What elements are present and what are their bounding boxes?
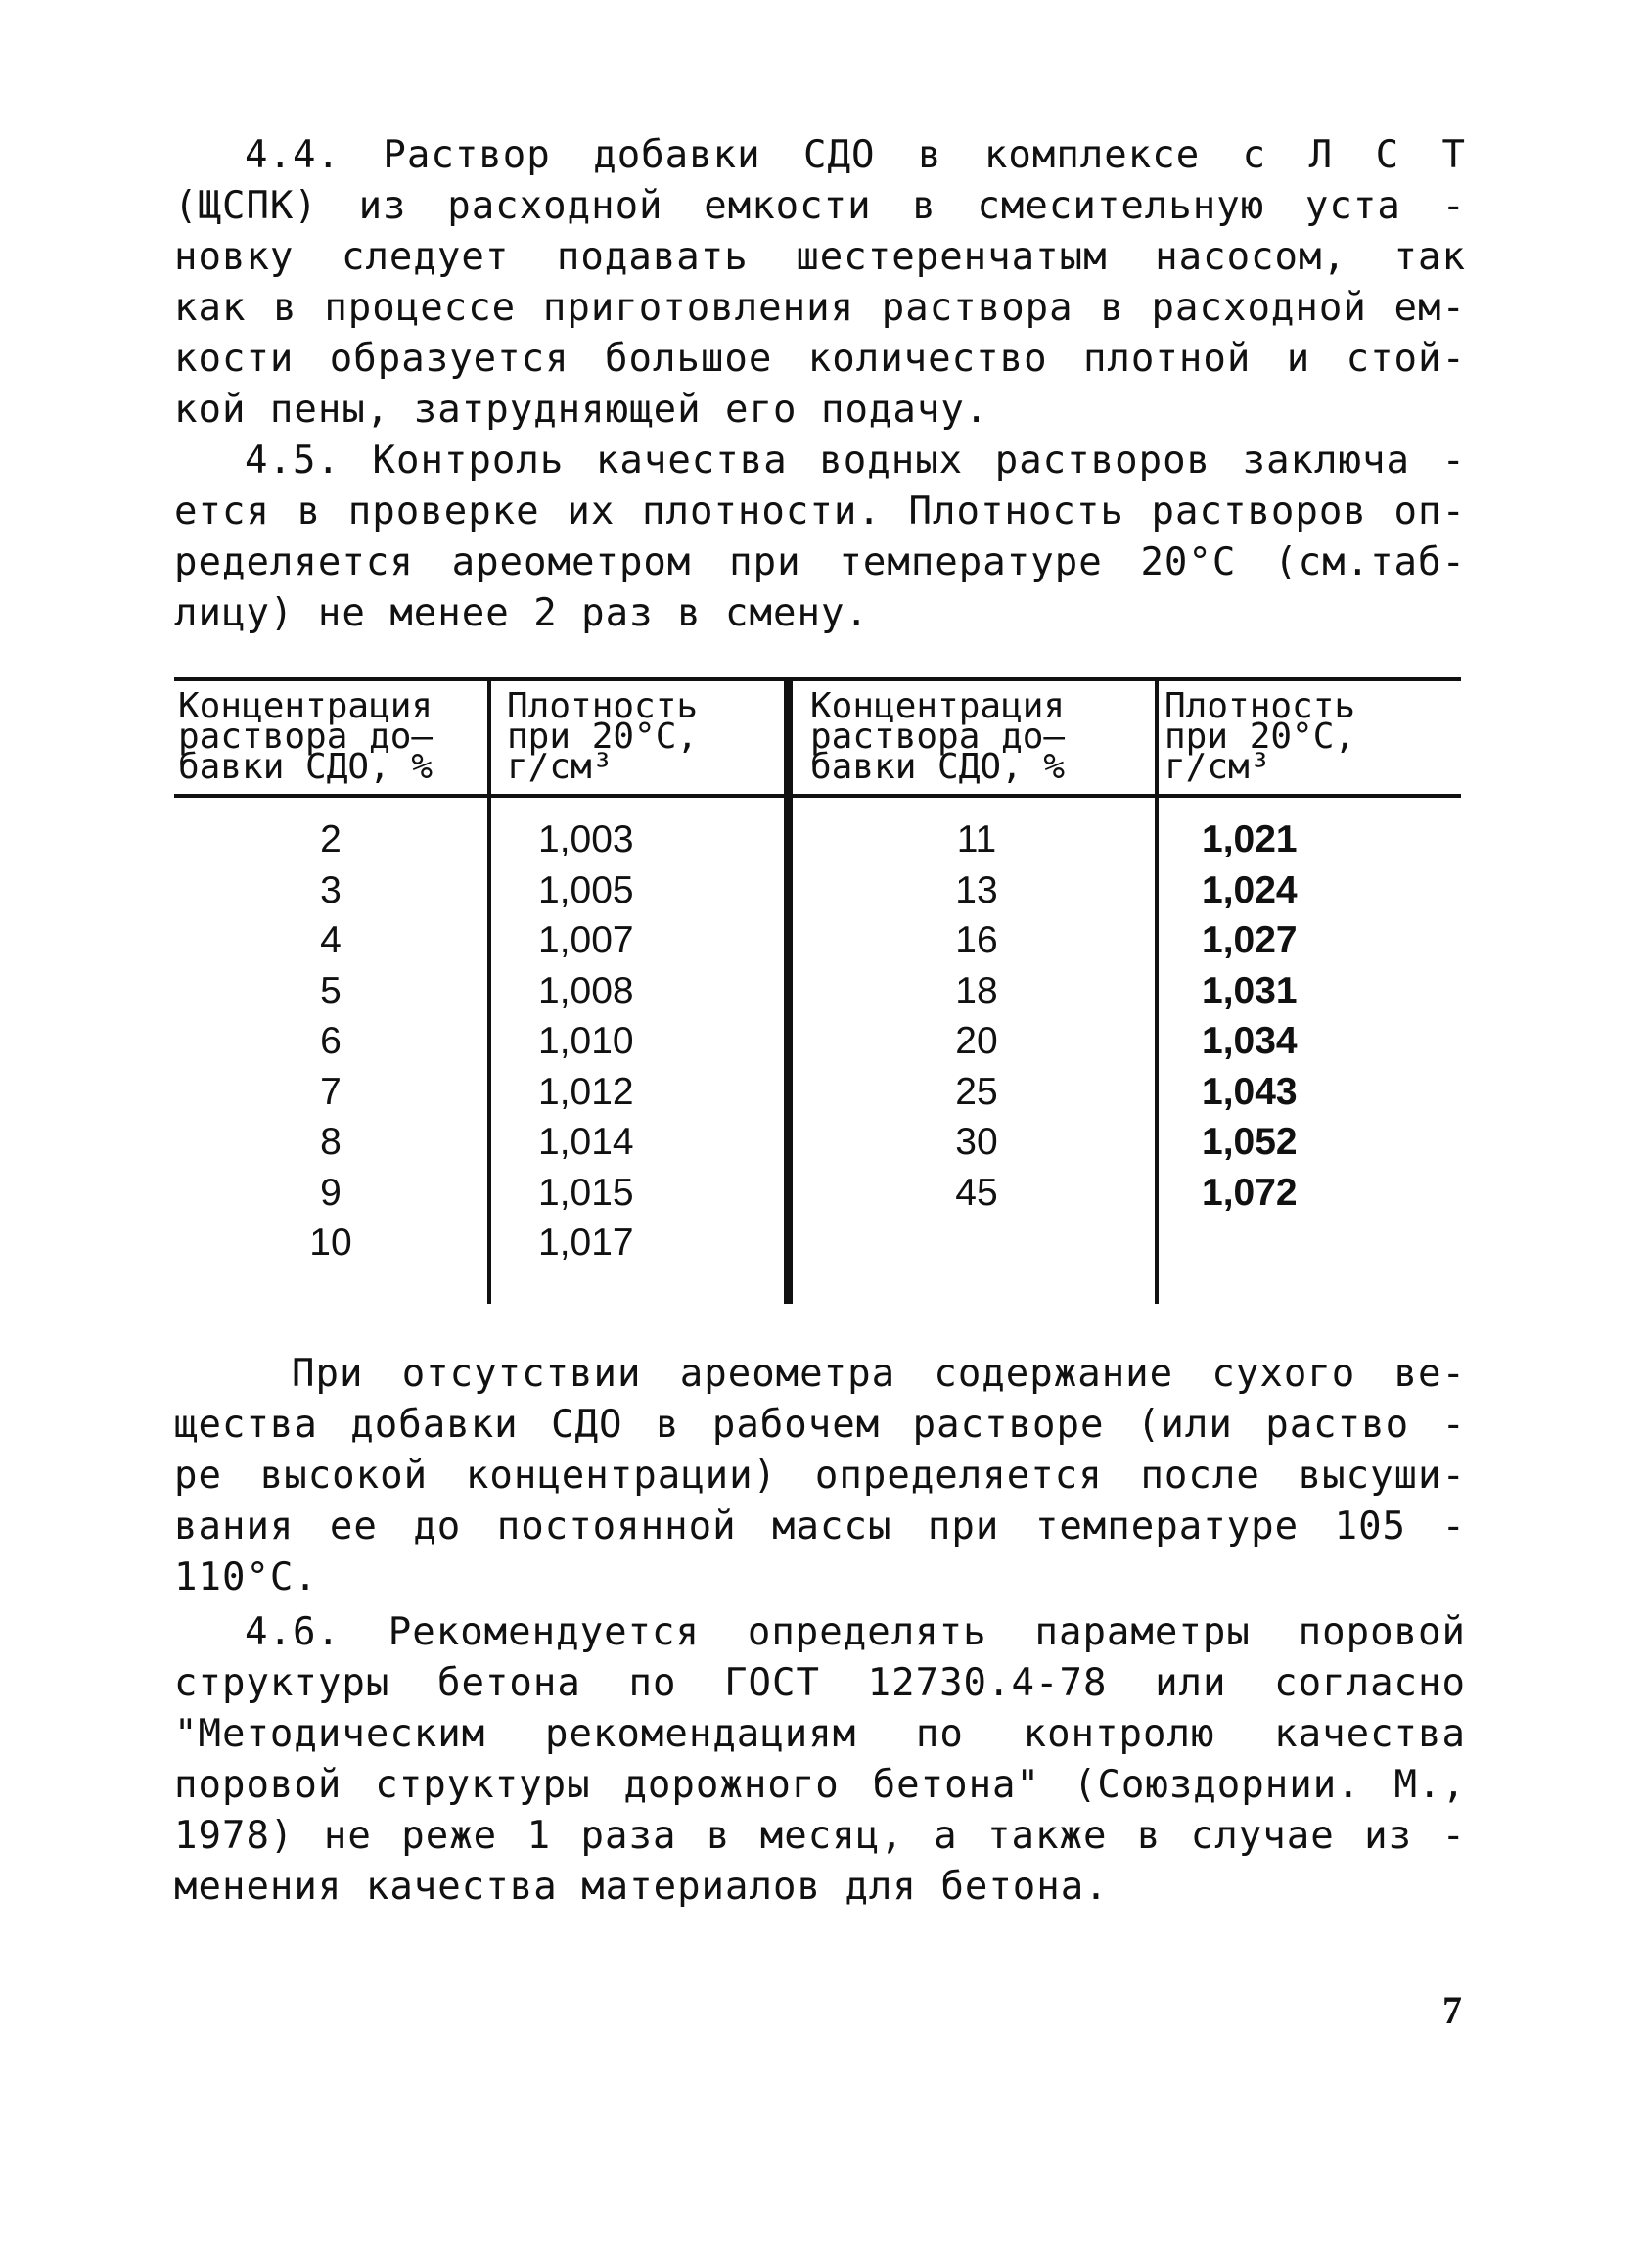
header-line: Плотность [507,686,699,726]
header-concentration-left [178,686,434,787]
page-number: 7 [1442,1988,1462,2032]
table-cell: 6 [320,1020,342,1062]
table-cell: 20 [955,1020,998,1062]
text-line: менения качества материалов для бетона. [174,1865,1109,1909]
table-cell: 1,027 [1202,919,1298,961]
paragraph-4-4 [174,130,1466,436]
table-cell: 3 [320,868,342,911]
table-cell: 4 [320,919,342,961]
table-cell: 1,052 [1202,1121,1298,1163]
paragraph-4-6 [174,1607,1466,1913]
table-cell: 1,043 [1202,1070,1298,1113]
text-line: 4.5. Контроль качества водных растворов заключа - [245,439,1466,483]
header-line: бавки СДО, % [178,747,434,787]
text-line: (ЩСПК) из расходной емкости в смесительную уста - [174,184,1466,228]
text-line: ре высокой концентрации) определяется после высуши- [174,1454,1466,1498]
column-concentration-right [879,814,1074,1218]
density-table [174,677,1461,1304]
text-line: лицу) не менее 2 раз в смену. [174,591,869,635]
header-line: при 20°С, [1164,717,1356,757]
header-line: Концентрация [178,686,434,726]
table-cell: 30 [955,1121,998,1163]
table-cell: 1,034 [1202,1020,1298,1062]
table-cell: 11 [956,818,997,860]
header-density-right [1164,686,1356,787]
table-cell: 2 [320,818,342,860]
table-top-rule [174,677,1461,681]
table-header-rule [174,794,1461,798]
table-cell: 1,021 [1202,818,1298,860]
header-density-left [507,686,699,787]
paragraph-4-5 [174,436,1466,639]
column-concentration-left [233,814,429,1269]
table-cell: 25 [955,1070,998,1113]
text-line: При отсутствии ареометра содержание сухого ве- [292,1352,1466,1396]
table-cell: 10 [309,1222,352,1264]
column-density-right [1202,814,1397,1218]
text-line: кой пены, затрудняющей его подачу. [174,388,989,432]
table-cell: 1,072 [1202,1171,1298,1214]
table-cell: 1,015 [538,1171,634,1214]
text-line: кости образуется большое количество плотной и стой- [174,337,1466,381]
text-line: поровой структуры дорожного бетона" (Союздорнии. М., [174,1763,1466,1807]
text-line: 4.6. Рекомендуется определять параметры поровой [245,1610,1466,1654]
table-cell: 5 [320,969,342,1012]
paragraph-dry-matter [174,1349,1466,1603]
table-cell: 1,003 [538,818,634,860]
text-line: щества добавки СДО в рабочем растворе (или раство - [174,1403,1466,1447]
table-cell: 45 [955,1171,998,1214]
table-center-rule [784,677,793,1304]
table-cell: 13 [955,868,998,911]
text-line: структуры бетона по ГОСТ 12730.4-78 или согласно [174,1661,1466,1705]
table-cell: 1,014 [538,1121,634,1163]
table-cell: 8 [320,1121,342,1163]
table-cell: 9 [320,1171,342,1214]
text-line: ределяется ареометром при температуре 20°С (см.таб- [174,540,1466,584]
header-line: г/см³ [1164,747,1271,787]
table-cell: 1,024 [1202,868,1298,911]
table-cell: 1,005 [538,868,634,911]
header-line: г/см³ [507,747,614,787]
header-line: при 20°С, [507,717,699,757]
header-line: Плотность [1164,686,1356,726]
text-line: "Методическим рекомендациям по контролю качества [174,1712,1466,1756]
text-line: 110°С. [174,1555,318,1599]
column-density-left [538,814,734,1269]
table-column-rule [1155,677,1159,1304]
text-line: 4.4. Раствор добавки СДО в комплексе с Л С Т [245,133,1466,177]
table-cell: 16 [955,919,998,961]
header-line: Концентрация [810,686,1066,726]
header-line: бавки СДО, % [810,747,1066,787]
header-line: раствора до– [178,717,434,757]
table-cell: 1,012 [538,1070,634,1113]
text-line: ется в проверке их плотности. Плотность растворов оп- [174,489,1466,533]
table-cell: 1,008 [538,969,634,1012]
text-line: вания ее до постоянной массы при температуре 105 - [174,1504,1466,1549]
table-cell: 7 [320,1070,342,1113]
table-cell: 1,031 [1202,969,1298,1012]
header-concentration-right [810,686,1066,787]
table-cell: 1,007 [538,919,634,961]
header-line: раствора до– [810,717,1066,757]
text-line: как в процессе приготовления раствора в расходной ем- [174,286,1466,330]
table-cell: 1,010 [538,1020,634,1062]
text-line: новку следует подавать шестеренчатым насосом, так [174,235,1466,279]
table-cell: 18 [955,969,998,1012]
table-column-rule [487,677,491,1304]
text-line: 1978) не реже 1 раза в месяц, а также в случае из - [174,1814,1466,1858]
table-cell: 1,017 [538,1222,634,1264]
